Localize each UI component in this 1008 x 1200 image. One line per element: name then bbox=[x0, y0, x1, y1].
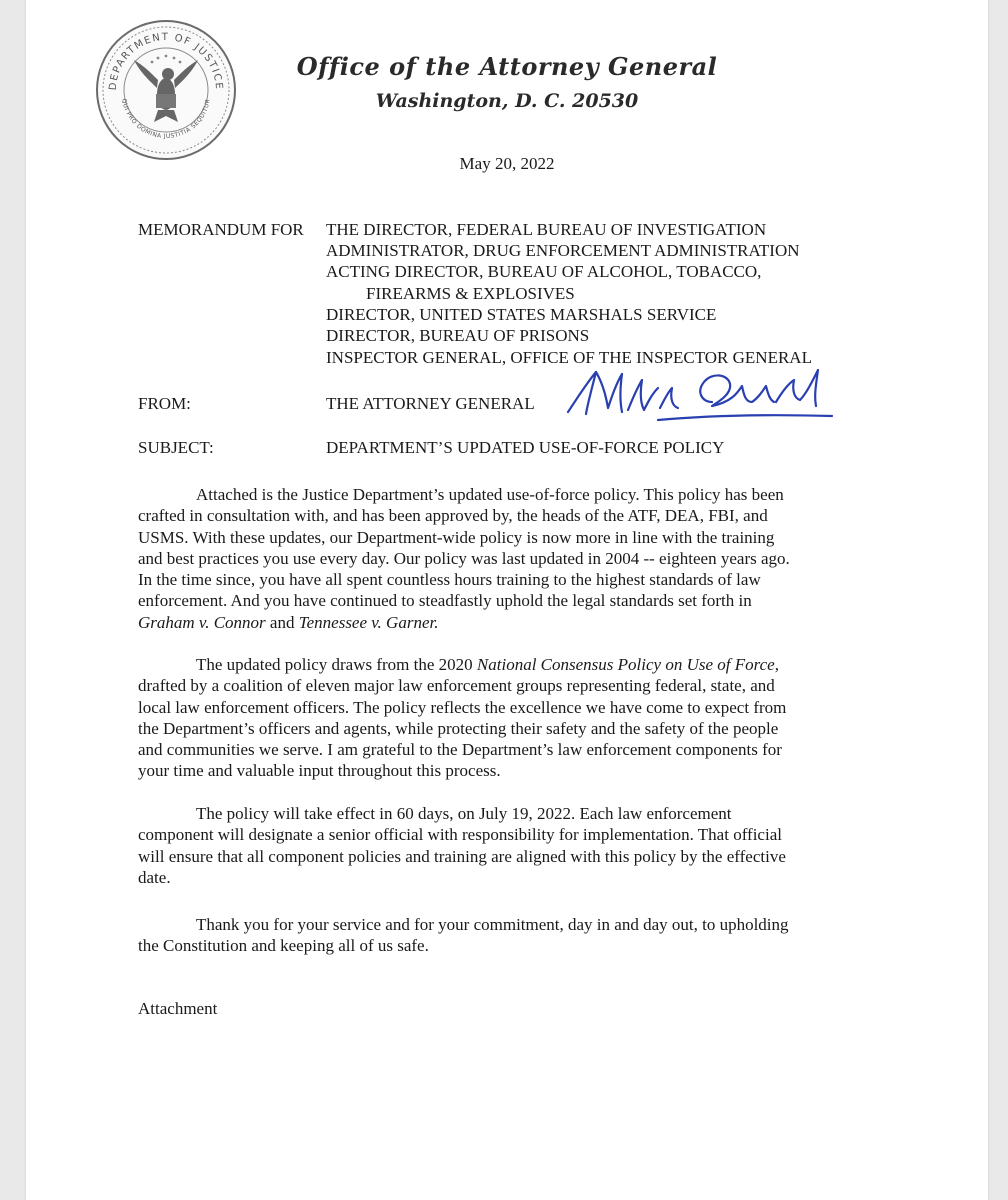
attachment-label: Attachment bbox=[138, 999, 218, 1018]
svg-text:DEPARTMENT OF JUSTICE: DEPARTMENT OF JUSTICE bbox=[107, 31, 225, 91]
paragraph-line: and communities we serve. I am grateful to the Department’s law enforcement components for bbox=[138, 740, 782, 760]
paragraph-line: local law enforcement officers. The policy reflects the excellence we have come to expect from bbox=[138, 697, 787, 717]
paragraph-line: enforcement. And you have continued to steadfastly uphold the legal standards set forth in bbox=[138, 591, 752, 611]
svg-text:QUI PRO DOMINA JUSTITIA SEQUIT: QUI PRO DOMINA JUSTITIA SEQUITUR bbox=[120, 98, 212, 141]
paragraph-line: component will designate a senior official with responsibility for implementation. That official bbox=[138, 825, 782, 845]
paragraph-line: drafted by a coalition of eleven major law enforcement groups representing federal, state, and bbox=[138, 676, 775, 696]
paragraph-line: USMS. With these updates, our Department-wide policy is now more in line with the training bbox=[138, 527, 775, 547]
conjunction-text: and bbox=[265, 612, 299, 632]
recipient-line: DIRECTOR, BUREAU OF PRISONS bbox=[326, 326, 590, 345]
paragraph-line: your time and valuable input throughout this process. bbox=[138, 761, 501, 781]
paragraph-line bbox=[138, 612, 858, 633]
handwritten-signature bbox=[562, 362, 842, 426]
paragraph-line: crafted in consultation with, and has been approved by, the heads of the ATF, DEA, FBI, and bbox=[138, 506, 768, 526]
recipient-line: ADMINISTRATOR, DRUG ENFORCEMENT ADMINISTRATION bbox=[326, 241, 800, 260]
paragraph-line: date. bbox=[138, 867, 171, 887]
paragraph-line: and best practices you use every day. Our policy was last updated in 2004 -- eighteen years ago. bbox=[138, 548, 790, 568]
policy-title: National Consensus Policy on Use of Force bbox=[476, 655, 775, 674]
paragraph-line: will ensure that all component policies and training are aligned with this policy by the effective bbox=[138, 846, 786, 866]
body-paragraph-1 bbox=[138, 484, 858, 633]
body-paragraph-3 bbox=[138, 803, 858, 888]
body-paragraph-4 bbox=[138, 914, 858, 957]
paragraph-line: In the time since, you have all spent countless hours training to the highest standards of law bbox=[138, 570, 761, 590]
recipient-line: INSPECTOR GENERAL, OFFICE OF THE INSPECTOR GENERAL bbox=[326, 348, 812, 367]
recipient-line: DIRECTOR, UNITED STATES MARSHALS SERVICE bbox=[326, 305, 717, 324]
paragraph-line: The policy will take effect in 60 days, on July 19, 2022. Each law enforcement bbox=[196, 804, 732, 823]
paragraph-text: , bbox=[774, 655, 779, 674]
recipient-line: THE DIRECTOR, FEDERAL BUREAU OF INVESTIGATION bbox=[326, 220, 767, 239]
recipient-line: ACTING DIRECTOR, BUREAU OF ALCOHOL, TOBACCO, bbox=[326, 262, 762, 281]
paragraph-text: The updated policy draws from the 2020 bbox=[196, 655, 477, 674]
subject-value: DEPARTMENT’S UPDATED USE-OF-FORCE POLICY bbox=[326, 438, 725, 457]
paragraph-line: the Constitution and keeping all of us safe. bbox=[138, 936, 429, 956]
paragraph-line bbox=[138, 654, 858, 675]
from-value: THE ATTORNEY GENERAL bbox=[326, 394, 535, 413]
case-citation: Tennessee v. Garner. bbox=[298, 612, 439, 632]
paragraph-line: the Department’s officers and agents, while protecting their safety and the safety of the people bbox=[138, 718, 779, 738]
memo-page bbox=[26, 0, 988, 1200]
office-title: Office of the Attorney General bbox=[296, 52, 718, 81]
body-paragraph-2 bbox=[138, 654, 858, 782]
paragraph-line: Thank you for your service and for your commitment, day in and day out, to upholding bbox=[196, 915, 789, 934]
recipient-line: FIREARMS & EXPLOSIVES bbox=[366, 284, 575, 303]
memorandum-for-label: MEMORANDUM FOR bbox=[138, 220, 304, 239]
from-label: FROM: bbox=[138, 394, 191, 413]
subject-label: SUBJECT: bbox=[138, 438, 214, 457]
office-address: Washington, D. C. 20530 bbox=[375, 90, 639, 112]
memo-date: May 20, 2022 bbox=[459, 154, 555, 173]
case-citation: Graham v. Connor bbox=[138, 612, 266, 632]
paragraph-line: Attached is the Justice Department’s updated use-of-force policy. This policy has been bbox=[196, 485, 784, 504]
